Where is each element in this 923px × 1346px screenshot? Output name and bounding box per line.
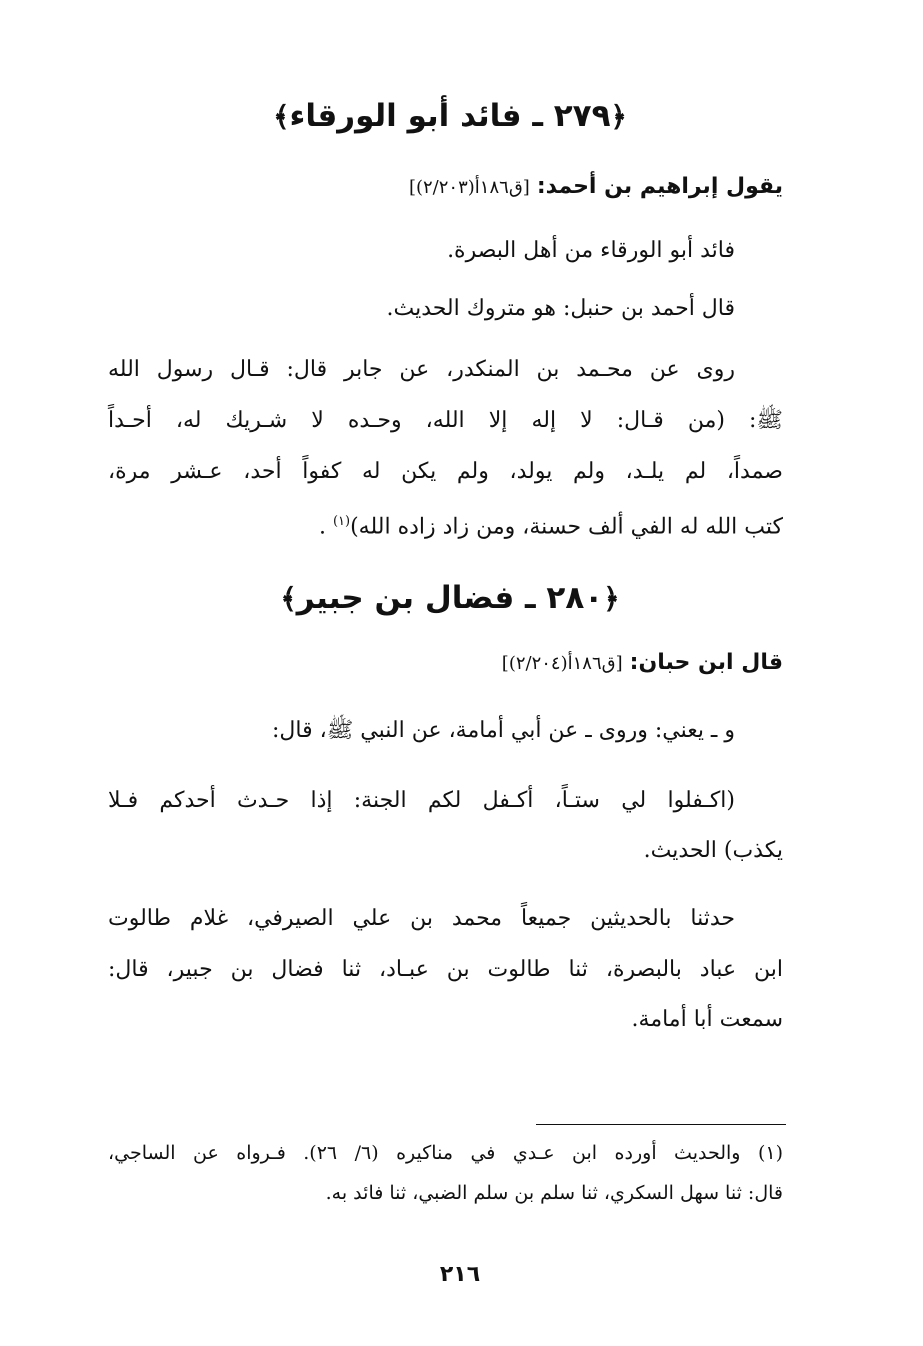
text-line: قال أحمد بن حنبل: هو متروك الحديث. — [386, 296, 735, 321]
text-line: ﷺ: (من قـال: لا إله إلا الله، وحـده لا شـريك له، أحـداً — [108, 408, 783, 433]
source-line — [108, 172, 783, 203]
ornament-close: ﴾ — [280, 582, 297, 615]
text-fragment: . — [318, 514, 326, 540]
footnote-line: (١) والحديث أورده ابن عـدي في مناكيره (٦/ ٢٦). فـرواه عن الساجي، — [108, 1142, 783, 1164]
page-number: ٢١٦ — [439, 1262, 481, 1287]
text-line: صمداً، لم يلـد، ولم يولد، ولم يكن له كفواً أحد، عـشر مرة، — [108, 459, 783, 484]
ornament-open: ﴿ — [610, 100, 627, 133]
manuscript-ref: [ق١٨٦أ(٢/٢٠٣)] — [408, 177, 530, 198]
footnote-line: قال: ثنا سهل السكري، ثنا سلم بن سلم الضبي، ثنا فائد به. — [325, 1182, 783, 1204]
ornament-open: ﴿ — [603, 582, 620, 615]
text-fragment: كتب الله له الفي ألف حسنة، ومن زاد زاده الله) — [350, 514, 783, 540]
text-line: سمعت أبا أمامة. — [631, 1007, 783, 1032]
text-line: و ـ يعني: وروى ـ عن أبي أمامة، عن النبي ﷺ، قال: — [272, 718, 735, 743]
text-line: روى عن محـمد بن المنكدر، عن جابر قال: قـال رسول الله — [108, 357, 735, 382]
source-author: قال ابن حبان: — [629, 650, 783, 675]
footnote-rule — [536, 1124, 786, 1125]
text-line: (اكـفلوا لي ستـاً، أكـفل لكم الجنة: إذا حـدث أحدكم فـلا — [108, 788, 735, 813]
text-line: فائد أبو الورقاء من أهل البصرة. — [447, 238, 735, 263]
entry-heading-279 — [110, 96, 790, 137]
text-line: ابن عباد بالبصرة، ثنا طالوت بن عبـاد، ثنا فضال بن جبير، قال: — [108, 957, 783, 982]
entry-title: ٢٧٩ ـ فائد أبو الورقاء — [289, 98, 611, 134]
text-line: حدثنا بالحديثين جميعاً محمد بن علي الصيرفي، غلام طالوت — [108, 906, 735, 931]
footnote-marker: (١) — [332, 514, 351, 529]
entry-heading-280 — [110, 578, 790, 619]
entry-title: ٢٨٠ ـ فضال بن جبير — [296, 580, 604, 616]
manuscript-ref: [ق١٨٦أ(٢/٢٠٤)] — [501, 653, 623, 674]
text-line-with-footnote — [108, 507, 783, 542]
text-line: يكذب) الحديث. — [643, 838, 783, 863]
source-author: يقول إبراهيم بن أحمد: — [536, 174, 783, 199]
ornament-close: ﴾ — [273, 100, 290, 133]
source-line — [108, 648, 783, 679]
